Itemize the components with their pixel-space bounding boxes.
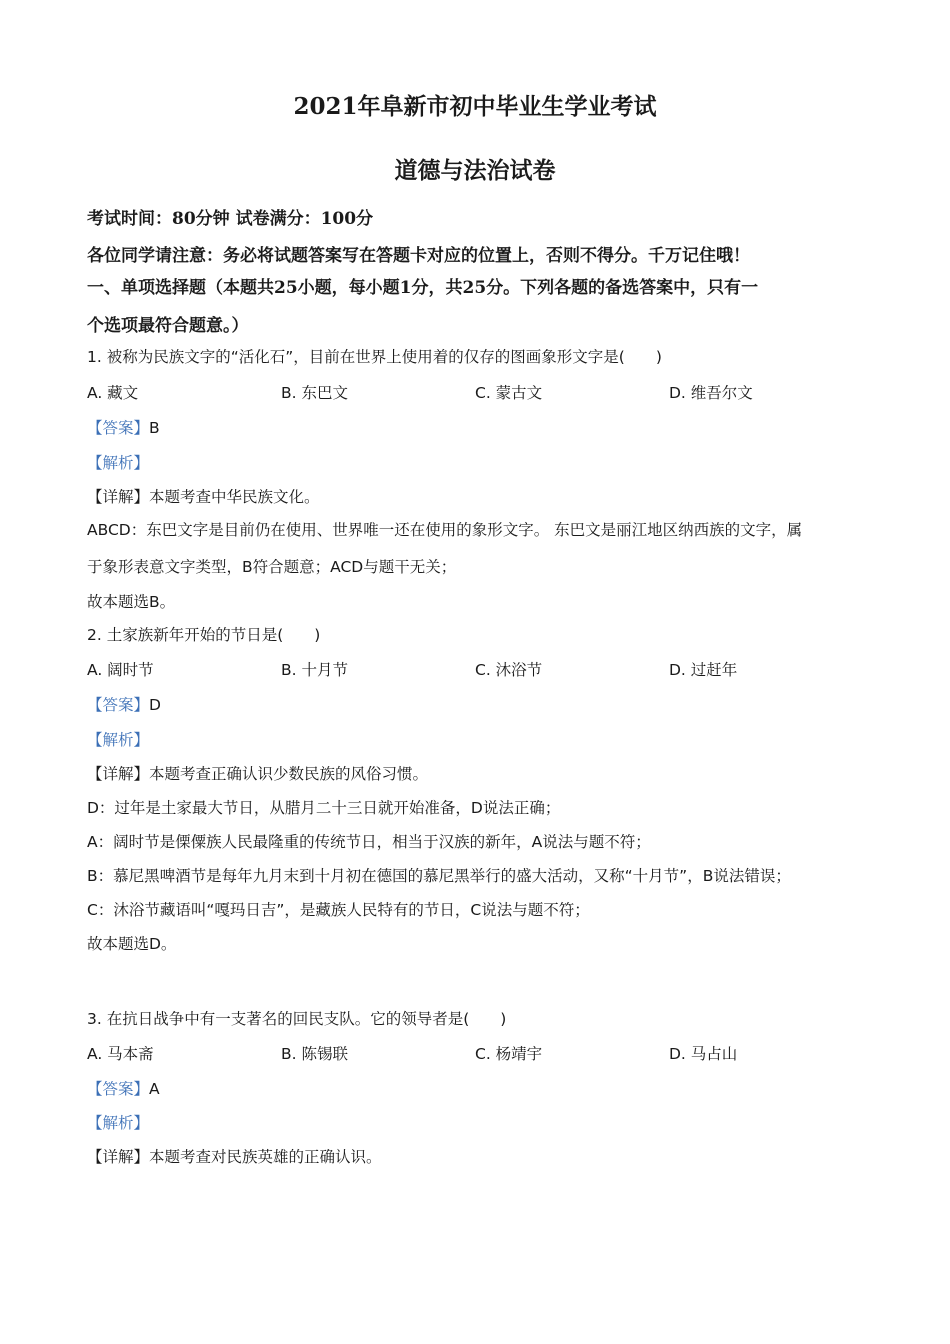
q1-conclusion: 故本题选B。 bbox=[87, 593, 176, 611]
answer-label: 【答案】 bbox=[87, 696, 150, 714]
q1-detail bbox=[87, 485, 320, 507]
exam-notice: 各位同学请注意：务必将试题答案写在答题卡对应的位置上，否则不得分。千万记住哦！ bbox=[87, 246, 750, 266]
detail-label: 【详解】 bbox=[87, 488, 150, 506]
detail-label: 【详解】 bbox=[87, 1148, 150, 1166]
q1-option-d: D. 维吾尔文 bbox=[669, 384, 753, 402]
q1-option-b: B. 东巴文 bbox=[281, 384, 348, 402]
q2-explanation-line: B：慕尼黑啤酒节是每年九月末到十月初在德国的慕尼黑举行的盛大活动，又称“十月节”，B说法错误； bbox=[87, 867, 791, 885]
q2-option-d: D. 过赶年 bbox=[669, 661, 738, 679]
q2-option-b: B. 十月节 bbox=[281, 661, 348, 679]
exam-title: 2021年阜新市初中毕业生学业考试 bbox=[293, 93, 657, 120]
q3-option-d: D. 马占山 bbox=[669, 1045, 738, 1063]
q1-explanation-line: ABCD：东巴文字是目前仍在使用、世界唯一还在使用的象形文字。 东巴文是丽江地区纳西族的文字，属 bbox=[87, 521, 803, 539]
q1-option-a: A. 藏文 bbox=[87, 384, 139, 402]
exam-subtitle: 道德与法治试卷 bbox=[394, 157, 556, 184]
q2-analysis-label: 【解析】 bbox=[87, 731, 150, 749]
q1-explanation-line: 于象形表意文字类型，B符合题意；ACD与题干无关； bbox=[87, 558, 457, 576]
detail-label: 【详解】 bbox=[87, 765, 150, 783]
q3-stem: 3. 在抗日战争中有一支著名的回民支队。它的领导者是( ) bbox=[87, 1010, 507, 1028]
q2-option-a: A. 阔时节 bbox=[87, 661, 154, 679]
q1-answer bbox=[87, 416, 160, 438]
exam-info: 考试时间：80分钟 试卷满分：100分 bbox=[87, 209, 374, 229]
q2-answer-value: D bbox=[149, 696, 161, 714]
section-heading-line1: 一、单项选择题（本题共25小题，每小题1分，共25分。下列各题的备选答案中，只有一 bbox=[87, 278, 759, 298]
section-heading-line2: 个选项最符合题意。） bbox=[87, 316, 249, 336]
q1-analysis-label: 【解析】 bbox=[87, 454, 150, 472]
q3-option-a: A. 马本斋 bbox=[87, 1045, 154, 1063]
q2-conclusion: 故本题选D。 bbox=[87, 935, 177, 953]
q2-detail-text: 本题考查正确认识少数民族的风俗习惯。 bbox=[149, 765, 429, 783]
q2-option-c: C. 沐浴节 bbox=[475, 661, 543, 679]
q2-detail bbox=[87, 762, 428, 784]
q2-explanation-line: C：沐浴节藏语叫“嘎玛日吉”，是藏族人民特有的节日，C说法与题不符； bbox=[87, 901, 590, 919]
q2-explanation-line: D：过年是土家最大节日，从腊月二十三日就开始准备，D说法正确； bbox=[87, 799, 561, 817]
q3-option-c: C. 杨靖宇 bbox=[475, 1045, 543, 1063]
q3-analysis-label: 【解析】 bbox=[87, 1114, 150, 1132]
q1-answer-value: B bbox=[149, 419, 160, 437]
q3-answer bbox=[87, 1077, 160, 1099]
answer-label: 【答案】 bbox=[87, 1080, 150, 1098]
q2-explanation-line: A：阔时节是傈僳族人民最隆重的传统节日，相当于汉族的新年，A说法与题不符； bbox=[87, 833, 651, 851]
q1-detail-text: 本题考查中华民族文化。 bbox=[149, 488, 320, 506]
q1-stem: 1. 被称为民族文字的“活化石”，目前在世界上使用着的仅存的图画象形文字是( ) bbox=[87, 348, 662, 366]
q3-answer-value: A bbox=[149, 1080, 160, 1098]
q3-detail-text: 本题考查对民族英雄的正确认识。 bbox=[149, 1148, 382, 1166]
q2-stem: 2. 土家族新年开始的节日是( ) bbox=[87, 626, 321, 644]
q1-option-c: C. 蒙古文 bbox=[475, 384, 543, 402]
answer-label: 【答案】 bbox=[87, 419, 150, 437]
q2-answer bbox=[87, 693, 161, 715]
q3-option-b: B. 陈锡联 bbox=[281, 1045, 348, 1063]
q3-detail bbox=[87, 1145, 382, 1167]
